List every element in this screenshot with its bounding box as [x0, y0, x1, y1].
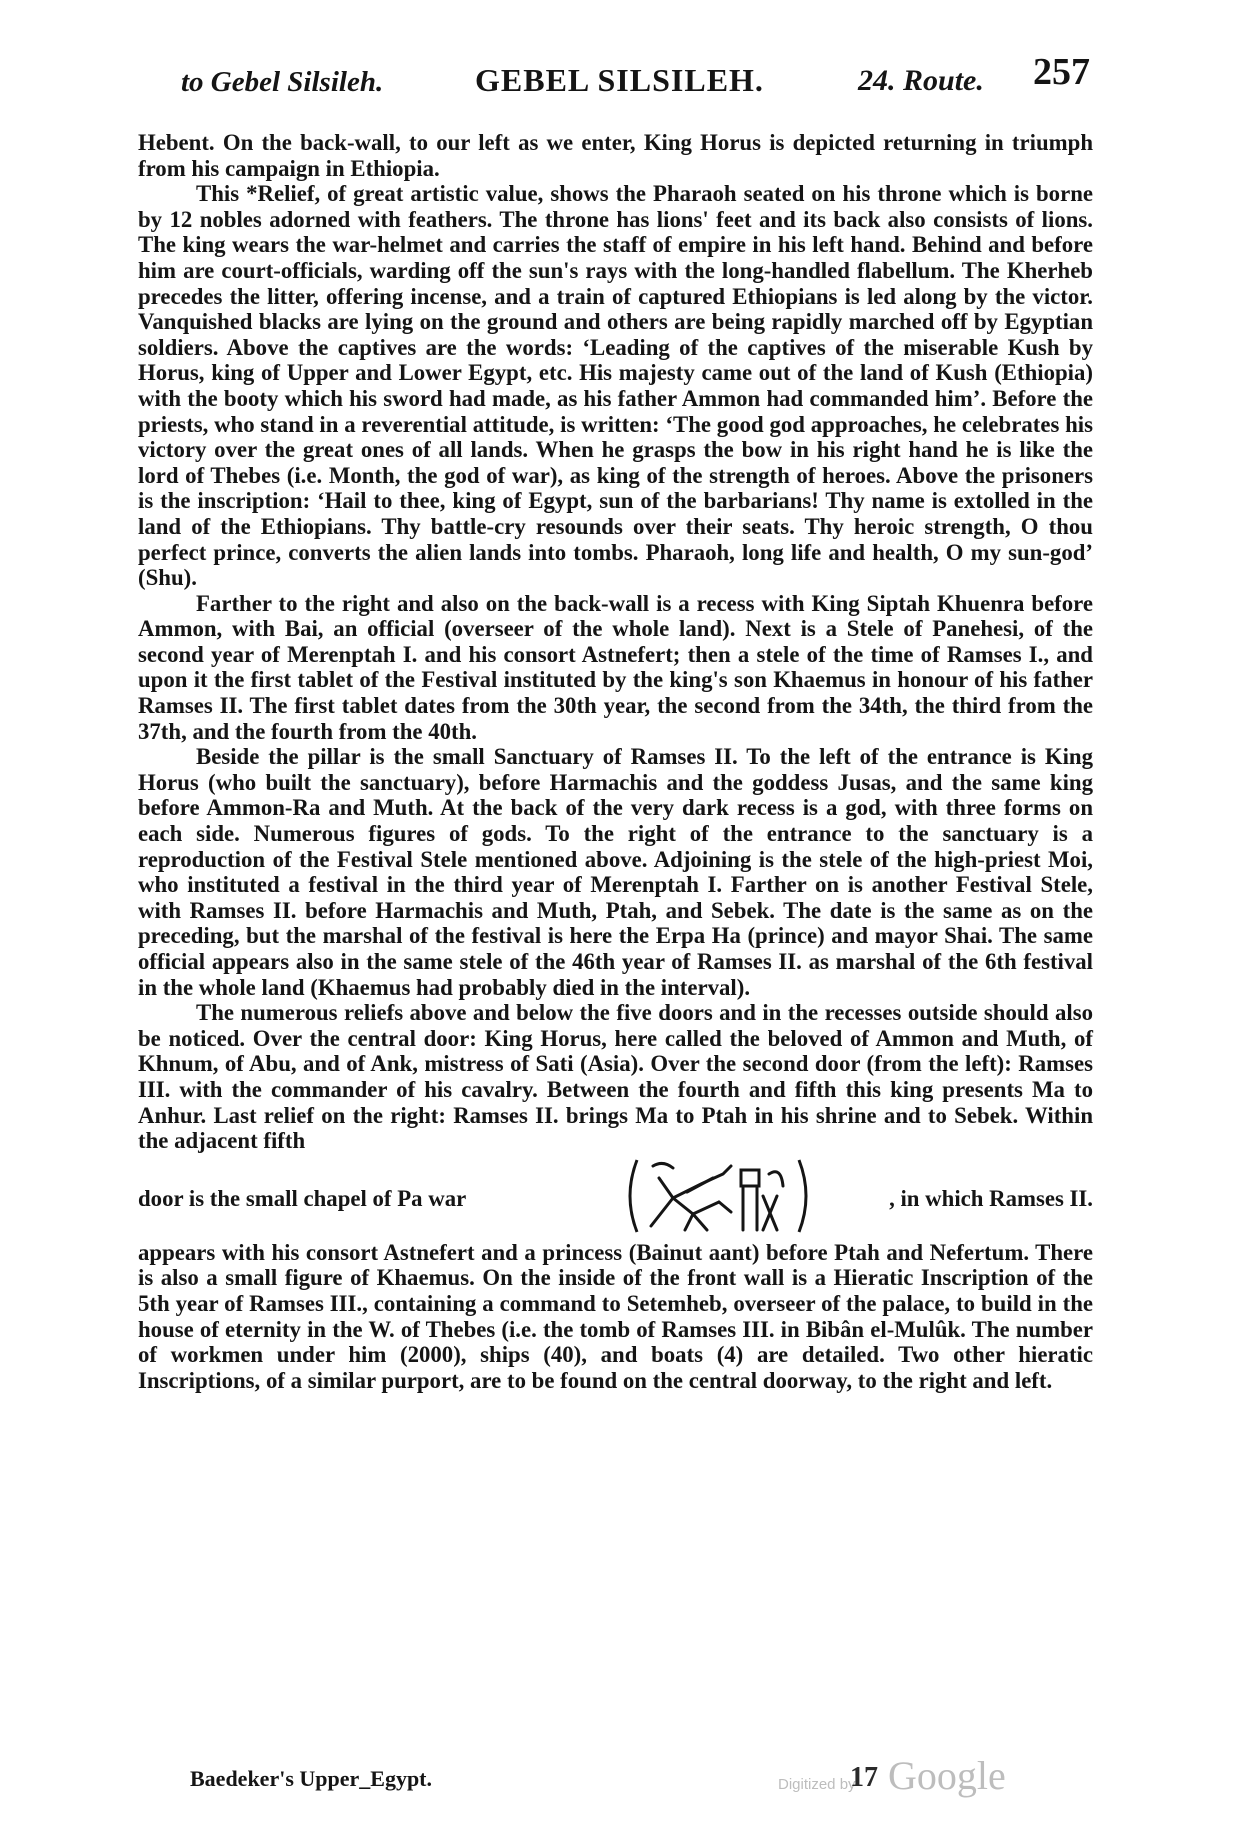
- sheet-number: 17: [850, 1762, 878, 1793]
- page-number: 257: [1033, 51, 1090, 93]
- paragraph: appears with his consort Astnefert and a princess (Bainut aant) before Ptah and Nefertum. There is also a small figure of Khaemus. On the inside of the front wall is a Hieratic Inscription of the 5th year of Ramses III., containing a command to Setemheb, overseer of the palace, to build in the house of eternity in the W. of Thebes (i.e. the tomb of Ramses III. in Bibân el-Mulûk. The number of workmen under him (2000), ships (40), and boats (4) are detailed. Two other hieratic Inscriptions, of a similar purport, are to be found on the central doorway, to the right and left.: [138, 1239, 1093, 1393]
- header-left-title: to Gebel Silsileh.: [181, 66, 384, 98]
- paragraph: The numerous reliefs above and below the five doors and in the recesses outside should also be noticed. Over the central door: King Horus, here called the beloved of Ammon and Muth, of Khnum, of Abu, and of Ank, mistress of Sati (Asia). Over the second door (from the left): Ramses III. with the commander of his cavalry. Between the fourth and fifth this king presents Ma to Anhur. Last relief on the right: Ramses II. brings Ma to Ptah in his shrine and to Sebek. Within the adjacent fifth: [138, 1000, 1093, 1154]
- body-text: [138, 130, 1093, 1393]
- page-footer: [190, 1753, 1090, 1802]
- watermark-logo-text: Google: [888, 1753, 1006, 1798]
- paragraph: Hebent. On the back-wall, to our left as we enter, King Horus is depicted returning in triumph from his campaign in Ethiopia.: [138, 130, 1093, 181]
- header-route: 24. Route.: [858, 64, 984, 97]
- running-header: [175, 50, 1090, 100]
- paragraph: This *Relief, of great artistic value, shows the Pharaoh seated on his throne which is borne by 12 nobles adorned with feathers. The throne has lions' feet and its back also consists of lions. The king wears the war-helmet and carries the staff of empire in his left hand. Behind and before him are court-officials, warding off the sun's rays with the long-handled flabellum. The Kherheb precedes the litter, offering incense, and a train of captured Ethiopians is led along by the victor. Vanquished blacks are lying on the ground and others are being rapidly marched off by Egyptian soldiers. Above the captives are the words: ‘Leading of the captives of the miserable Kush by Horus, king of Upper and Lower Egypt, etc. His majesty came out of the land of Kush (Ethiopia) with the booty which his sword had made, as his father Ammon had commanded him’. Before the priests, who stand in a reverential attitude, is written: ‘The good god approaches, he celebrates his victory over the great ones of all lands. When he grasps the bow in his right hand he is like the lord of Thebes (i.e. Month, the god of war), as king of the strength of heroes. Above the prisoners is the inscription: ‘Hail to thee, king of Egypt, sun of the barbarians! Thy name is extolled in the land of the Ethiopians. Thy battle-cry resounds over their seats. Thy heroic strength, O thou perfect prince, converts the alien lands into tombs. Pharaoh, long life and health, O my sun-god’ (Shu).: [138, 181, 1093, 591]
- hiero-text-before: door is the small chapel of Pa war: [138, 1185, 467, 1211]
- hiero-text-after: , in which Ramses II.: [889, 1185, 1093, 1211]
- paragraph: Farther to the right and also on the back-wall is a recess with King Siptah Khuenra before Ammon, with Bai, an official (overseer of the whole land). Next is a Stele of Panehesi, of the second year of Merenptah I. and his consort Astnefert; then a stele of the time of Ramses I., and upon it the first tablet of the Festival instituted by the king's son Khaemus in honour of his father Ramses II. The first tablet dates from the 30th year, the second from the 34th, the third from the 37th, and the fourth from the 40th.: [138, 590, 1093, 744]
- watermark-digitized-text: Digitized by: [778, 1776, 856, 1793]
- hieroglyph-cartouche-icon: [623, 1156, 813, 1236]
- signature-mark: Baedeker's Upper_Egypt.: [190, 1766, 432, 1791]
- hieroglyph-line: [138, 1156, 1093, 1238]
- paragraph: Beside the pillar is the small Sanctuary of Ramses II. To the left of the entrance is King Horus (who built the sanctuary), before Harmachis and the goddess Jusas, and the same king before Ammon-Ra and Muth. At the back of the very dark recess is a god, with three forms on each side. Numerous figures of gods. To the right of the entrance to the sanctuary is a reproduction of the Festival Stele mentioned above. Adjoining is the stele of the high-priest Moi, who instituted a festival in the third year of Merenptah I. Farther on is another Festival Stele, with Ramses II. before Harmachis and Muth, Ptah, and Sebek. The date is the same as on the preceding, but the marshal of the festival is here the Erpa Ha (prince) and mayor Shai. The same official appears also in the same stele of the 46th year of Ramses II. as marshal of the 6th festival in the whole land (Khaemus had probably died in the interval).: [138, 744, 1093, 1000]
- header-center-title: GEBEL SILSILEH.: [475, 62, 764, 98]
